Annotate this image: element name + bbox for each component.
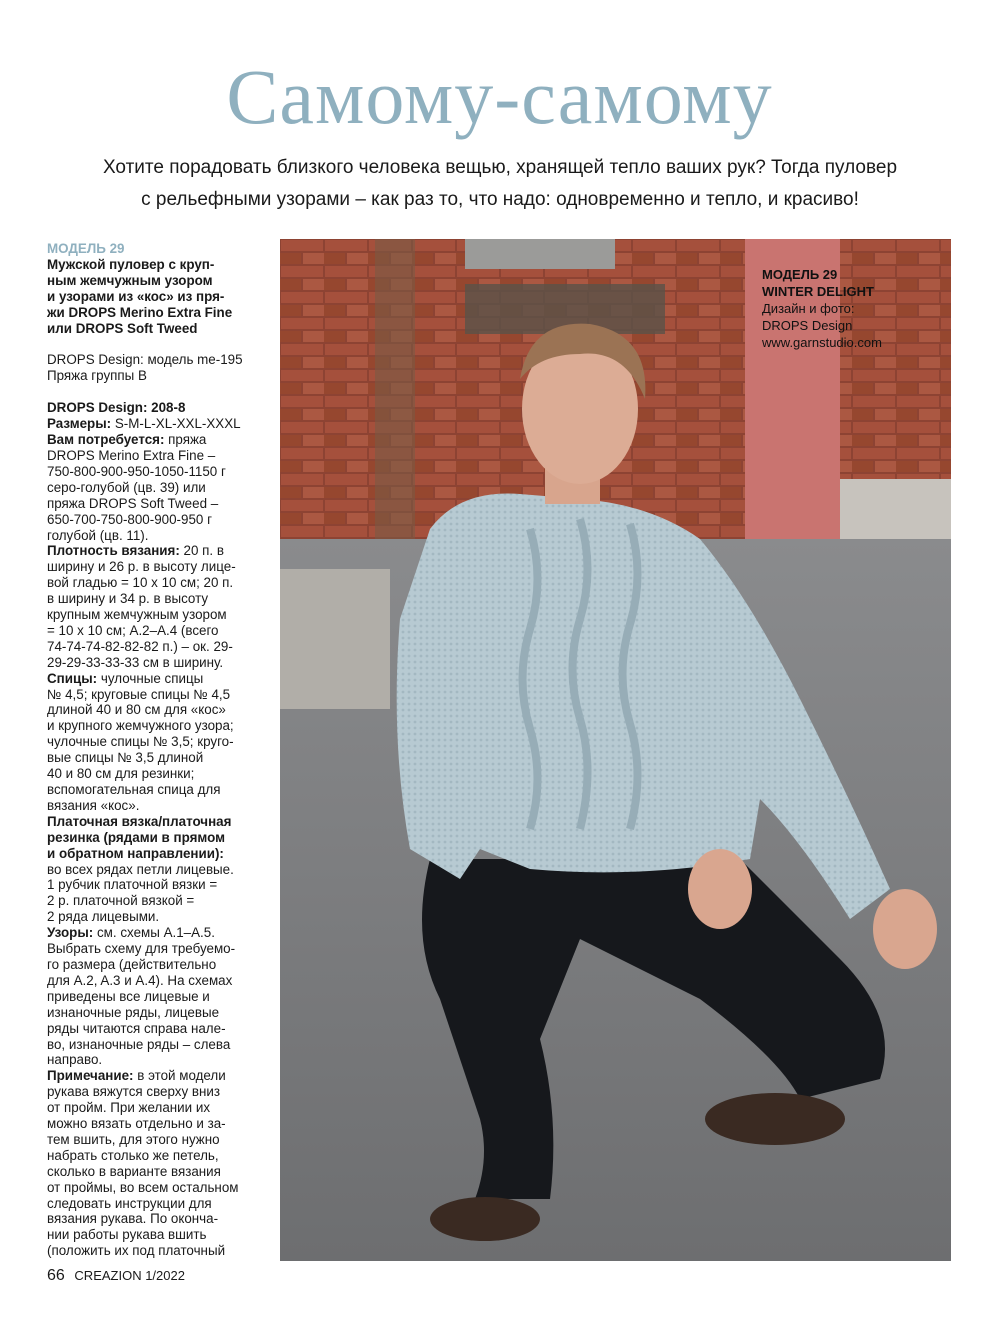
- instructions-column: [47, 241, 259, 1259]
- caption-name: WINTER DELIGHT: [762, 284, 874, 299]
- patterns: Узоры: см. схемы A.1–A.5. Выбрать схему для требуемо- го размера (действительно для A.2, A.3 и A.4). На схемах приведены все лицевые и изнаночные ряды, лицевые ряды читаются справа нале- во, изнаночные ряды – слева направо.: [47, 925, 236, 1068]
- caption-credit-label: Дизайн и фото:: [762, 301, 855, 316]
- model-heading: Мужской пуловер с круп- ным жемчужным узором и узорами из «кос» из пря- жи DROPS Merino Extra Fine или DROPS Soft Tweed: [47, 256, 233, 336]
- page-title: Самому-самому: [226, 53, 773, 140]
- lead-paragraph: [60, 152, 940, 216]
- sizes: Размеры: S-M-L-XL-XXL-XXXL: [47, 416, 241, 432]
- caption-site: www.garnstudio.com: [762, 335, 882, 350]
- lead-line-1: Хотите порадовать близкого человека вещью, хранящей тепло ваших рук? Тогда пуловер: [102, 157, 898, 178]
- gauge: Плотность вязания: 20 п. в ширину и 26 р. в высоту лице- вой гладью = 10 х 10 см; 20 п. в ширину и 34 р. в высоту крупным жемчужным узором = 10 х 10 см; A.2–A.4 (всего 74-74-74-82-82-82 п.) – ок. 29- 29-29-33-33-33 см в ширину.: [47, 543, 236, 670]
- needles: Спицы: чулочные спицы № 4,5; круговые спицы № 4,5 длиной 40 и 80 см для «кос» и крупного жемчужного узора; чулочные спицы № 3,5; круго- вые спицы № 3,5 длиной 40 и 80 см для резинки; вспомогательная спица для вязания «кос».: [47, 670, 234, 813]
- model-photo: [280, 239, 951, 1261]
- materials: Вам потребуется: пряжа DROPS Merino Extra Fine – 750-800-900-950-1050-1150 г серо-голубой (цв. 39) или пряжа DROPS Soft Tweed – 650-700-750-800-900-950 г голубой (цв. 11).: [47, 432, 226, 543]
- magazine-name: CREAZION 1/2022: [74, 1268, 185, 1283]
- model-number: МОДЕЛЬ 29: [47, 241, 125, 256]
- garter-stitch: Платочная вязка/платочная резинка (рядами в прямом и обратном направлении): во всех рядах петли лицевые. 1 рубчик платочной вязки = 2 р. платочной вязкой = 2 ряда лицевыми.: [47, 813, 234, 925]
- lead-line-2: с рельефными узорами – как раз то, что надо: одновременно и тепло, и красиво!: [141, 189, 859, 210]
- design-info: DROPS Design: модель me-195 Пряжа группы B: [47, 352, 243, 384]
- caption-model: МОДЕЛЬ 29: [762, 267, 838, 282]
- caption-credit: DROPS Design: [762, 318, 853, 333]
- page-number: 66: [47, 1267, 65, 1284]
- photo-caption: [762, 266, 942, 351]
- design-code: DROPS Design: 208-8: [47, 400, 186, 416]
- page-footer: [47, 1267, 185, 1285]
- note: Примечание: в этой модели рукава вяжутся сверху вниз от пройм. При желании их можно вязать отдельно и за- тем вшить, для этого нужно набрать столько же петель, сколько в варианте вязания от проймы, во всем остальном следовать инструкции для вязания рукава. По оконча- нии работы рукава вшить (положить их под платочный: [47, 1068, 239, 1259]
